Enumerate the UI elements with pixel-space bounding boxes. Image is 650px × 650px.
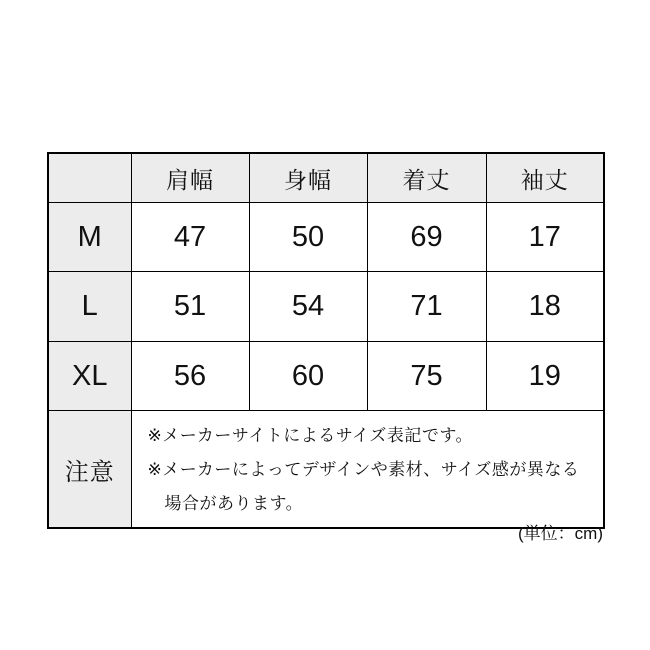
notes-label: 注意 [48,411,131,529]
col-header-sleeve-length: 袖丈 [486,153,604,203]
note-size-variation: ※メーカーによってデザインや素材、サイズ感が異なる場合があります。 [147,460,580,513]
notes-cell [131,411,604,529]
cell-m-shoulder-width: 47 [131,203,249,272]
cell-xl-body-width: 60 [249,342,367,411]
cell-m-body-width: 50 [249,203,367,272]
cell-l-shoulder-width: 51 [131,272,249,342]
col-header-body-width: 身幅 [249,153,367,203]
header-row [48,153,604,203]
cell-xl-sleeve-length: 19 [486,342,604,411]
table-row-xl [48,342,604,411]
table-row-m [48,203,604,272]
size-table [47,152,605,529]
corner-cell [48,153,131,203]
table-row-l [48,272,604,342]
cell-m-sleeve-length: 17 [486,203,604,272]
col-header-shoulder-width: 肩幅 [131,153,249,203]
size-label-m: M [48,203,131,272]
note-size-source: ※メーカーサイトによるサイズ表記です。 [147,426,473,445]
cell-xl-length: 75 [367,342,486,411]
cell-m-length: 69 [367,203,486,272]
cell-xl-shoulder-width: 56 [131,342,249,411]
cell-l-sleeve-length: 18 [486,272,604,342]
size-label-l: L [48,272,131,342]
size-label-xl: XL [48,342,131,411]
notes-row [48,411,604,529]
unit-caption: (単位：cm) [518,524,603,543]
col-header-length: 着丈 [367,153,486,203]
cell-l-length: 71 [367,272,486,342]
cell-l-body-width: 54 [249,272,367,342]
